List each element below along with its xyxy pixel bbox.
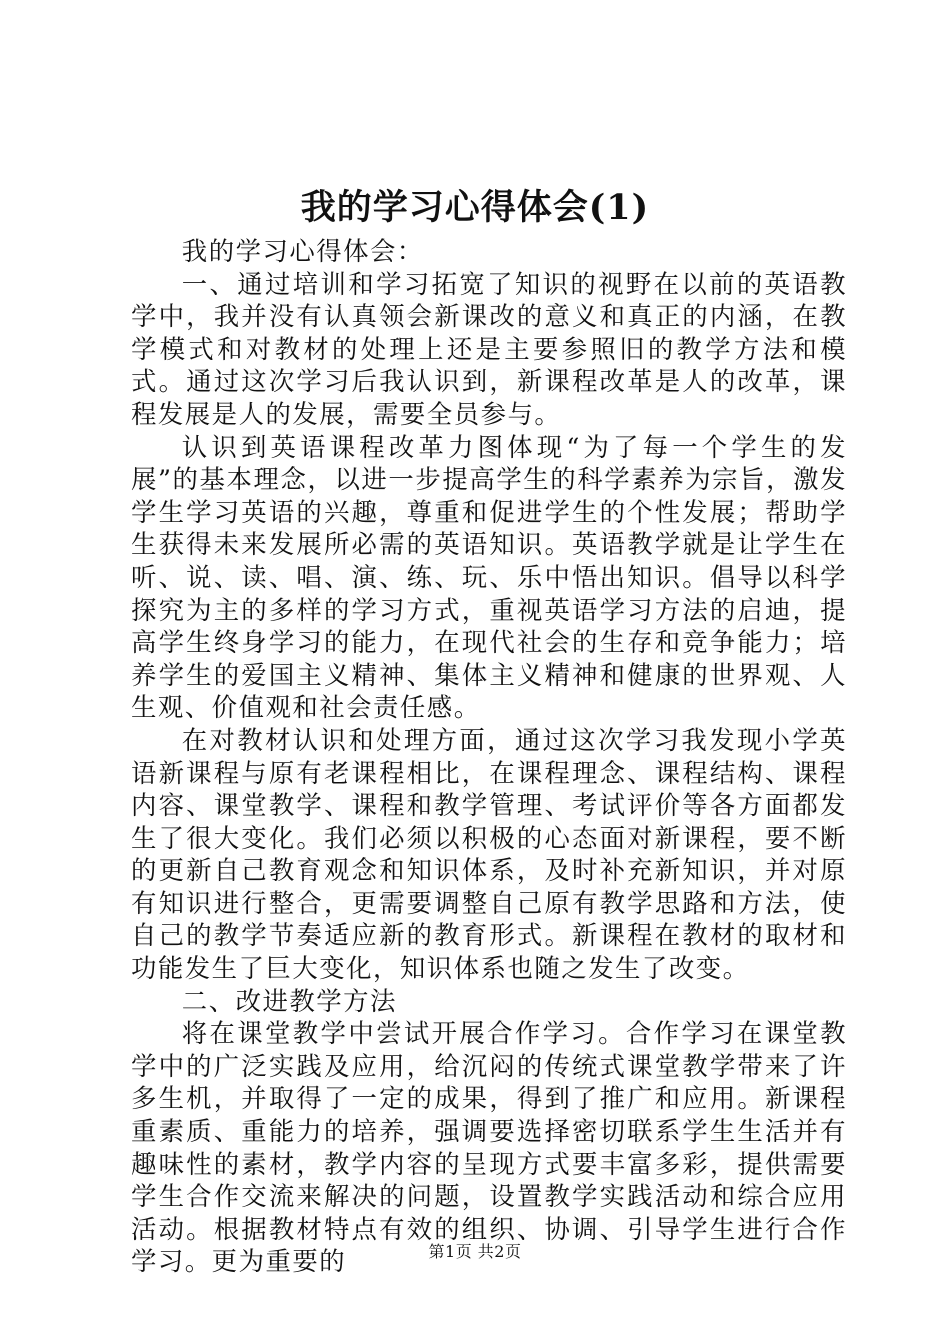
paragraph-section-one: 一、通过培训和学习拓宽了知识的视野在以前的英语教学中，我并没有认真领会新课改的意义和真正的内涵，在教学模式和对教材的处理上还是主要参照旧的教学方法和模式。通过这次学习后我认识到，新课程改革是人的改革，课程发展是人的发展，需要全员参与。: [131, 268, 847, 429]
paragraph-greeting: 我的学习心得体会：: [181, 236, 424, 266]
page-number-footer: 第1页 共2页: [428, 1242, 522, 1261]
paragraph-textbook-handling: 在对教材认识和处理方面，通过这次学习我发现小学英语新课程与原有老课程相比，在课程理念、课程结构、课程内容、课堂教学、课程和教学管理、考试评价等各方面都发生了很大变化。我们必须以积极的心态面对新课程，要不断的更新自己教育观念和知识体系，及时补充新知识，并对原有知识进行整合，更需要调整自己原有教学思路和方法，使自己的教学节奏适应新的教育形式。新课程在教材的取材和功能发生了巨大变化，知识体系也随之发生了改变。: [131, 724, 847, 984]
paragraph-curriculum-reform: 认识到英语课程改革力图体现“为了每一个学生的发展”的基本理念，以进一步提高学生的科学素养为宗旨，激发学生学习英语的兴趣，尊重和促进学生的个性发展；帮助学生获得未来发展所必需的英语知识。英语教学就是让学生在听、说、读、唱、演、练、玩、乐中悟出知识。倡导以科学探究为主的多样的学习方式，重视英语学习方法的启迪，提高学生终身学习的能力，在现代社会的生存和竞争能力；培养学生的爱国主义精神、集体主义精神和健康的世界观、人生观、价值观和社会责任感。: [131, 431, 847, 723]
paragraph-cooperative-learning: 将在课堂教学中尝试开展合作学习。合作学习在课堂教学中的广泛实践及应用，给沉闷的传统式课堂教学带来了许多生机，并取得了一定的成果，得到了推广和应用。新课程重素质、重能力的培养，强调要选择密切联系学生生活并有趣味性的素材，教学内容的呈现方式要丰富多彩，提供需要学生合作交流来解决的问题，设置教学实践活动和综合应用活动。根据教材特点有效的组织、协调、引导学生进行合作学习。更为重要的: [131, 1018, 847, 1277]
document-title: 我的学习心得体会(1): [300, 187, 650, 228]
document-body: [131, 235, 847, 1278]
paragraph-section-two-heading: 二、改进教学方法: [181, 985, 397, 1016]
